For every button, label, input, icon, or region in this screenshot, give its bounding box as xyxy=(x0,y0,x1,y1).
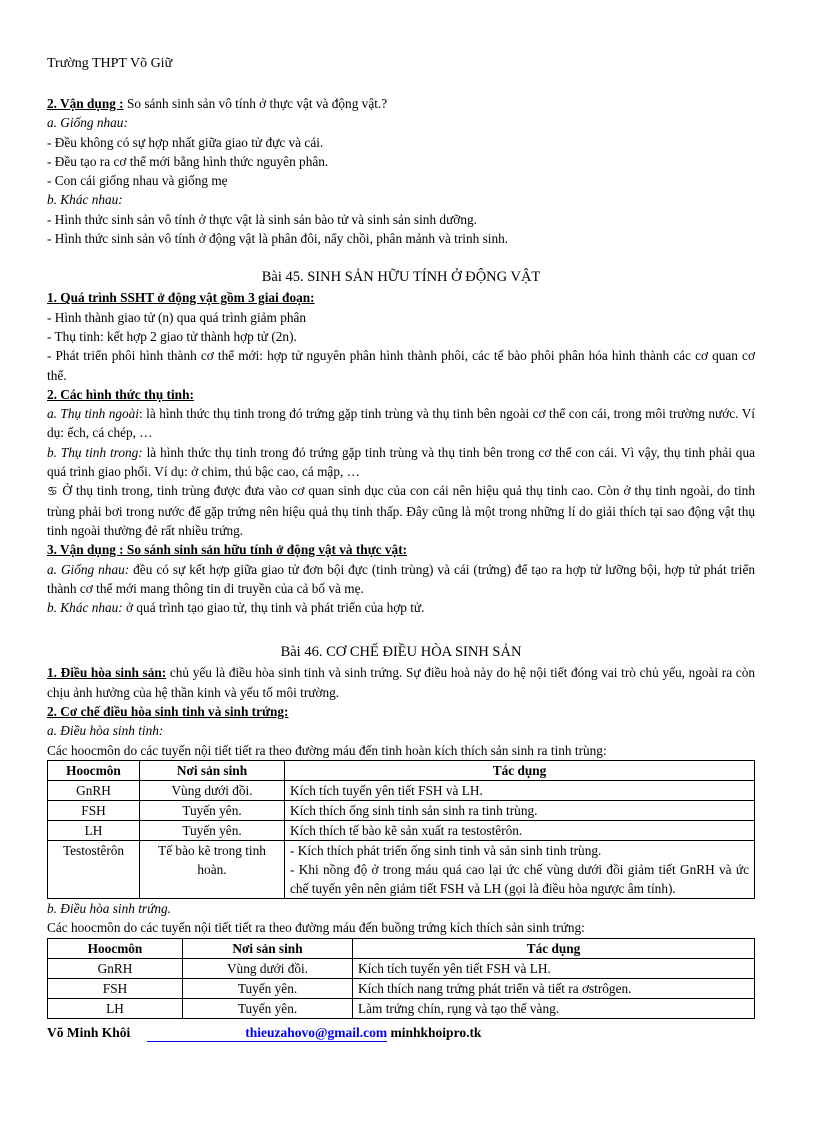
table-header: Nơi sản sinh xyxy=(183,938,353,958)
table-cell: Vùng dưới đồi. xyxy=(183,958,353,978)
l46-a-label: a. Điều hòa sinh tinh: xyxy=(47,723,164,739)
table-cell: Kích thích ống sinh tinh sản sinh ra tinh trùng. xyxy=(285,800,755,820)
l46-b-label: b. Điều hòa sinh trứng. xyxy=(47,900,171,916)
table-row xyxy=(48,998,755,1018)
list-item: - Hình thức sinh sản vô tính ở động vật là phân đôi, nẩy chồi, phân mảnh và trinh sinh. xyxy=(47,231,509,247)
table-header: Nơi sản sinh xyxy=(140,760,285,780)
table-row xyxy=(48,800,755,820)
page-footer xyxy=(47,1025,755,1042)
lesson45-title: Bài 45. SINH SẢN HỮU TÍNH Ở ĐỘNG VẬT xyxy=(261,269,541,286)
table-cell: Kích thích tế bào kẽ sản xuất ra testostêrôn. xyxy=(285,820,755,840)
table-header: Tác dụng xyxy=(285,760,755,780)
table-header-row xyxy=(48,760,755,780)
table-cell: Tuyến yên. xyxy=(183,998,353,1018)
table-cell: Tuyến yên. xyxy=(183,978,353,998)
table-cell: Làm trứng chín, rụng và tạo thể vàng. xyxy=(353,998,755,1018)
l46-a-intro: Các hoocmôn do các tuyến nội tiết tiết ra theo đường máu đến tinh hoàn kích thích sản sinh ra tinh trùng: xyxy=(47,742,607,758)
table-cell: Kích tích tuyến yên tiết FSH và LH. xyxy=(285,780,755,800)
list-item: - Hình thành giao tử (n) qua quá trình giảm phân xyxy=(47,309,307,325)
table-cell: Tuyến yên. xyxy=(140,800,285,820)
table-cell: Kích tích tuyến yên tiết FSH và LH. xyxy=(353,958,755,978)
l45-s1-heading: 1. Quá trình SSHT ở động vật gồm 3 giai đoạn: xyxy=(47,290,315,306)
table-header-row xyxy=(48,938,755,958)
table-cell: FSH xyxy=(48,978,183,998)
l45-s3-a: a. Giống nhau: đều có sự kết hợp giữa giao tử đơn bội đực (tinh trùng) và cái (trứng) để tạo ra hợp tử lưỡng bội, hợp tử phát triển thành cơ thể mới mang thông tin di truyền của cả bố và mẹ. xyxy=(47,561,755,596)
l46-s1: 1. Điều hòa sinh sản: chủ yếu là điều hòa sinh tinh và sinh trứng. Sự điều hoà này do hệ nội tiết đóng vai trò chủ yếu, ngoài ra còn chịu ảnh hưởng của hệ thần kinh và yếu tố môi trường. xyxy=(47,665,755,700)
l46-s2-heading: 2. Cơ chế điều hòa sinh tinh và sinh trứng: xyxy=(47,704,289,720)
note-symbol-icon: ♋ xyxy=(47,484,59,499)
l46-b-intro: Các hoocmôn do các tuyến nội tiết tiết ra theo đường máu đến buồng trứng kích thích sản sinh trứng: xyxy=(47,920,585,936)
email-link[interactable]: thieuzahovo@gmail.com xyxy=(147,1025,387,1042)
list-item: - Đều không có sự hợp nhất giữa giao tử đực và cái. xyxy=(47,134,324,150)
l45-s3-heading: 3. Vận dụng : So sánh sinh sản hữu tính ở động vật và thực vật: xyxy=(47,542,408,558)
website-text: minhkhoipro.tk xyxy=(390,1024,482,1040)
prev-a-label: a. Giống nhau: xyxy=(47,115,128,131)
table-row xyxy=(48,780,755,800)
list-item: - Phát triển phôi hình thành cơ thể mới: hợp tử nguyên phân hình thành phôi, các tế bào phôi phân hóa hình thành các cơ quan cơ thể. xyxy=(47,348,755,383)
table-row xyxy=(48,840,755,898)
table-cell: LH xyxy=(48,820,140,840)
prev-question: 2. Vận dụng : So sánh sinh sản vô tính ở thực vật và động vật.? xyxy=(47,96,388,111)
list-item: - Hình thức sinh sản vô tính ở thực vật là sinh sản bào tử và sinh sản sinh dưỡng. xyxy=(47,211,477,227)
table-cell: Tuyến yên. xyxy=(140,820,285,840)
table-header: Tác dụng xyxy=(353,938,755,958)
egg-regulation-table xyxy=(47,938,755,1019)
list-item: - Đều tạo ra cơ thể mới bằng hình thức nguyên phân. xyxy=(47,153,329,169)
list-item: - Thụ tinh: kết hợp 2 giao tử thành hợp tử (2n). xyxy=(47,328,297,344)
table-row xyxy=(48,978,755,998)
l45-s2-b: b. Thụ tinh trong: là hình thức thụ tinh trong đó trứng gặp tinh trùng và thụ tinh bên trong cơ thể con cái. Vì vậy, thụ tinh phải qua quá trình giao phối. Ví dụ: ở chim, thú bậc cao, cá mập, … xyxy=(47,444,755,480)
table-row xyxy=(48,820,755,840)
table-header: Hoocmôn xyxy=(48,760,140,780)
l45-s2-a: a. Thụ tinh ngoài: là hình thức thụ tinh trong đó trứng gặp tinh trùng và thụ tinh bên ngoài cơ thể con cái, trong môi trường nước. Ví dụ: ếch, cá chép, … xyxy=(47,406,755,441)
table-cell: LH xyxy=(48,998,183,1018)
table-cell: GnRH xyxy=(48,958,183,978)
l45-s2-heading: 2. Các hình thức thụ tinh: xyxy=(47,386,194,402)
l45-s3-b: b. Khác nhau: ở quá trình tạo giao tử, thụ tinh và phát triển của hợp tử. xyxy=(47,600,425,616)
document-page xyxy=(47,52,755,1042)
table-cell: Vùng dưới đồi. xyxy=(140,780,285,800)
lesson46-title: Bài 46. CƠ CHẾ ĐIỀU HÒA SINH SẢN xyxy=(280,644,522,661)
table-cell: Testostêrôn xyxy=(48,840,140,898)
list-item: - Con cái giống nhau và giống mẹ xyxy=(47,173,228,189)
table-cell: FSH xyxy=(48,800,140,820)
l45-s2-note: ♋ Ở thụ tinh trong, tinh trùng được đưa vào cơ quan sinh dục của con cái nên hiệu quả thụ tinh cao. Còn ở thụ tinh ngoài, do tinh trùng phải bơi trong nước để gặp trứng nên hiệu quả thụ tinh thấp. Đây cũng là một trong những lí do giải thích tại sao động vật thụ tinh ngoài thường đẻ rất nhiều trứng. xyxy=(47,483,755,538)
table-row xyxy=(48,958,755,978)
prev-b-label: b. Khác nhau: xyxy=(47,192,123,208)
table-header: Hoocmôn xyxy=(48,938,183,958)
school-name: Trường THPT Võ Giữ xyxy=(47,56,173,71)
sperm-regulation-table xyxy=(47,760,755,899)
table-cell: - Kích thích phát triển ống sinh tinh và sản sinh tinh trùng. - Khi nồng độ ở trong máu quá cao lại ức chế vùng dưới đồi giảm tiết GnRH và ức chế tuyến yên nên giảm tiết FSH và LH (gọi là điều hòa ngược âm tính). xyxy=(285,840,755,898)
table-cell: Kích thích nang trứng phát triển và tiết ra ơstrôgen. xyxy=(353,978,755,998)
table-cell: Tế bào kẽ trong tinh hoàn. xyxy=(140,840,285,898)
table-cell: GnRH xyxy=(48,780,140,800)
author-name: Võ Minh Khôi xyxy=(47,1024,131,1040)
